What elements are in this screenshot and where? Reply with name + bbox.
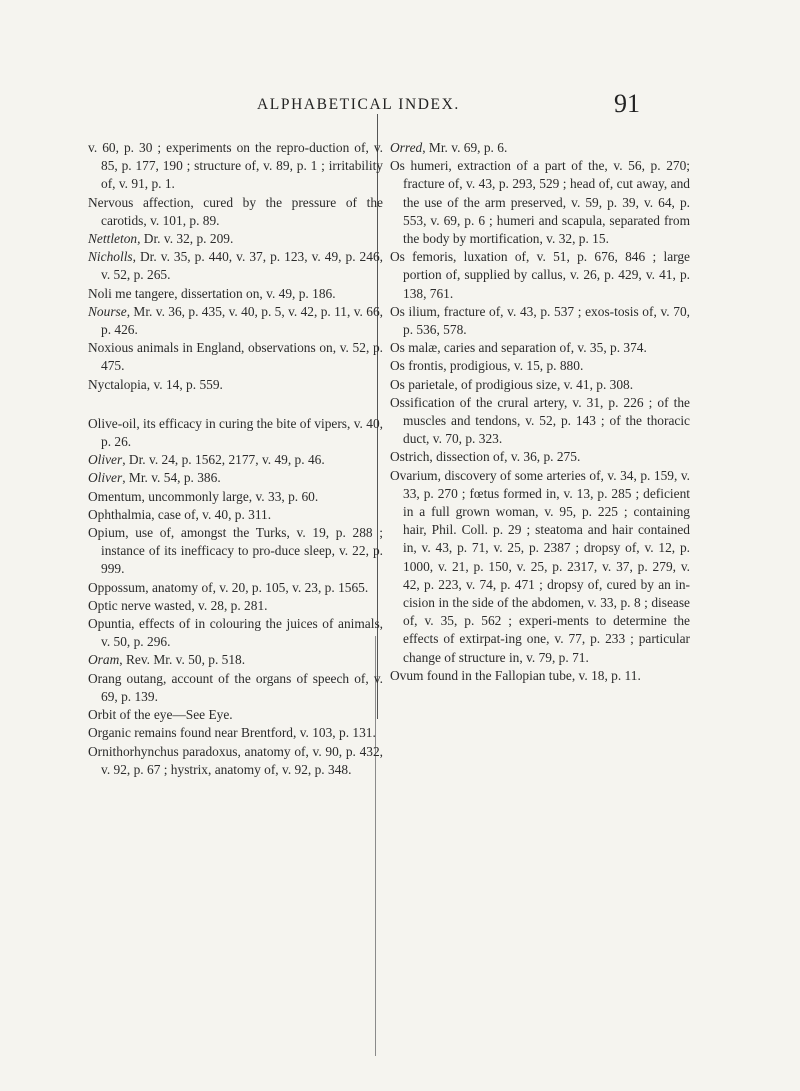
entry-text: , Dr. v. 24, p. 1562, 2177, v. 49, p. 46.	[122, 452, 325, 468]
index-entry	[88, 488, 383, 506]
entry-text: Opium, use of, amongst the Turks, v. 19, p. 288 ; instance of its inefficacy to pro-duce sleep, v. 22, p. 999.	[88, 525, 383, 577]
entry-text: Os ilium, fracture of, v. 43, p. 537 ; exos-tosis of, v. 70, p. 536, 578.	[390, 303, 690, 338]
entry-text: Ossification of the crural artery, v. 31, p. 226 ; of the muscles and tendons, v. 52, p. 143 ; of the thoracic duct, v. 70, p. 323.	[390, 394, 690, 447]
entry-name: Oliver	[88, 470, 123, 486]
entry-text: Os parietale, of prodigious size, v. 41, p. 308.	[390, 376, 634, 392]
page-title: ALPHABETICAL INDEX.	[257, 96, 460, 113]
entry-text: Nyctalopia, v. 14, p. 559.	[88, 376, 223, 392]
index-entry	[390, 667, 690, 685]
index-entry	[88, 139, 383, 194]
entry-text: Organic remains found near Brentford, v. 103, p. 131.	[88, 725, 376, 741]
entry-text: Ophthalmia, case of, v. 40, p. 311.	[88, 506, 272, 522]
entry-text: Noxious animals in England, observations on, v. 52, p. 475.	[88, 340, 383, 374]
index-entry	[88, 670, 383, 706]
entry-text: Noli me tangere, dissertation on, v. 49, p. 186.	[88, 285, 336, 301]
index-entry	[88, 597, 383, 615]
entry-text: Orbit of the eye—See Eye.	[88, 707, 233, 723]
entry-name: Oliver	[88, 452, 123, 468]
entry-text: Os femoris, luxation of, v. 51, p. 676, 846 ; large portion of, supplied by callus, v. 26, p. 429, v. 41, p. 138, 761.	[390, 249, 690, 301]
index-entry	[88, 743, 383, 779]
index-entry	[88, 506, 383, 524]
index-entry	[390, 248, 690, 303]
entry-text: Os malæ, caries and separation of, v. 35, p. 374.	[390, 340, 647, 356]
entry-name: Oram	[88, 652, 120, 668]
entry-name: Nicholls	[88, 249, 133, 265]
right-column	[390, 139, 690, 685]
entry-text: , Mr. v. 36, p. 435, v. 40, p. 5, v. 42, p. 11, v. 66, p. 426.	[101, 303, 383, 338]
index-entry	[390, 467, 690, 667]
left-column	[88, 139, 383, 779]
section-gap	[88, 394, 383, 415]
index-entry	[88, 451, 383, 469]
entry-text: Ostrich, dissection of, v. 36, p. 275.	[390, 449, 581, 465]
index-entry	[88, 303, 383, 339]
index-entry	[88, 194, 383, 230]
entry-text: , Mr. v. 54, p. 386.	[122, 470, 221, 486]
entry-text: Opuntia, effects of in colouring the juices of animals, v. 50, p. 296.	[88, 616, 383, 650]
entry-text: , Mr. v. 69, p. 6.	[422, 140, 508, 155]
index-entry	[88, 706, 383, 724]
entry-text: Ovum found in the Fallopian tube, v. 18, p. 11.	[390, 667, 641, 683]
index-entry	[88, 651, 383, 669]
entry-text: Os humeri, extraction of a part of the, v. 56, p. 270; fracture of, v. 43, p. 293, 529 ; head of, cut away, and the use of the arm preserved, v. 59, p. 39, v. 64, p. 553, v. 69, p. 6 ; humeri and scapula, separated from the body by mortification, v. 32, p. 15.	[390, 158, 690, 247]
entry-text: , Dr. v. 35, p. 440, v. 37, p. 123, v. 49, p. 246, v. 52, p. 265.	[101, 249, 383, 283]
entry-name: Orred	[390, 140, 423, 155]
index-entry	[88, 339, 383, 375]
page-number: 91	[614, 89, 640, 118]
index-entry	[88, 230, 383, 248]
entry-text: , Dr. v. 32, p. 209.	[137, 231, 234, 247]
entry-name: Nourse	[88, 303, 127, 319]
entry-text: Ornithorhynchus paradoxus, anatomy of, v. 90, p. 432, v. 92, p. 67 ; hystrix, anatomy of, v. 92, p. 348.	[88, 743, 383, 777]
index-entry	[88, 579, 383, 597]
entry-text: Os frontis, prodigious, v. 15, p. 880.	[390, 358, 584, 374]
index-entry	[88, 415, 383, 451]
index-entry	[390, 448, 690, 466]
entry-text: Omentum, uncommonly large, v. 33, p. 60.	[88, 488, 319, 504]
entry-text: Oppossum, anatomy of, v. 20, p. 105, v. 23, p. 1565.	[88, 579, 369, 595]
entry-text: Orang outang, account of the organs of speech of, v. 69, p. 139.	[88, 670, 383, 704]
index-entry	[88, 285, 383, 303]
index-entry	[390, 157, 690, 248]
index-entry	[390, 394, 690, 449]
index-entry	[390, 339, 690, 357]
index-entry	[88, 248, 383, 284]
index-entry	[390, 357, 690, 375]
running-head	[0, 89, 800, 122]
index-entry	[88, 615, 383, 651]
index-entry	[390, 303, 690, 339]
index-entry	[88, 376, 383, 394]
entry-text: v. 60, p. 30 ; experiments on the repro-duction of, v. 85, p. 177, 190 ; structure of, v. 89, p. 1 ; irritability of, v. 91, p. 1.	[88, 140, 383, 192]
entry-text: , Rev. Mr. v. 50, p. 518.	[119, 652, 246, 668]
entry-name: Nettleton	[88, 231, 138, 247]
entry-text: Olive-oil, its efficacy in curing the bite of vipers, v. 40, p. 26.	[88, 415, 383, 450]
index-entry	[88, 724, 383, 742]
entry-text: Ovarium, discovery of some arteries of, v. 34, p. 159, v. 33, p. 270 ; fœtus formed in, v. 13, p. 285 ; deficient in a full grown woman, v. 95, p. 225 ; containing hair, Phil. Coll. p. 29 ; steatoma and hair contained in, v. 43, p. 71, v. 25, p. 2387 ; dropsy of, v. 12, p. 1000, v. 21, p. 150, v. 25, p. 2317, v. 37, p. 279, v. 42, p. 223, v. 74, p. 471 ; dropsy of, cured by an in-cision in the side of the abdomen, v. 33, p. 8 ; disease of, v. 35, p. 562 ; experi-ments to determine the effects of extirpat-ing one, v. 77, p. 233 ; particular change of structure in, v. 79, p. 71.	[390, 467, 690, 665]
entry-text: Optic nerve wasted, v. 28, p. 281.	[88, 597, 268, 613]
entry-text: Nervous affection, cured by the pressure of the carotids, v. 101, p. 89.	[88, 194, 383, 228]
index-entry	[88, 469, 383, 487]
index-entry	[390, 139, 690, 157]
index-entry	[88, 524, 383, 579]
index-entry	[390, 376, 690, 394]
